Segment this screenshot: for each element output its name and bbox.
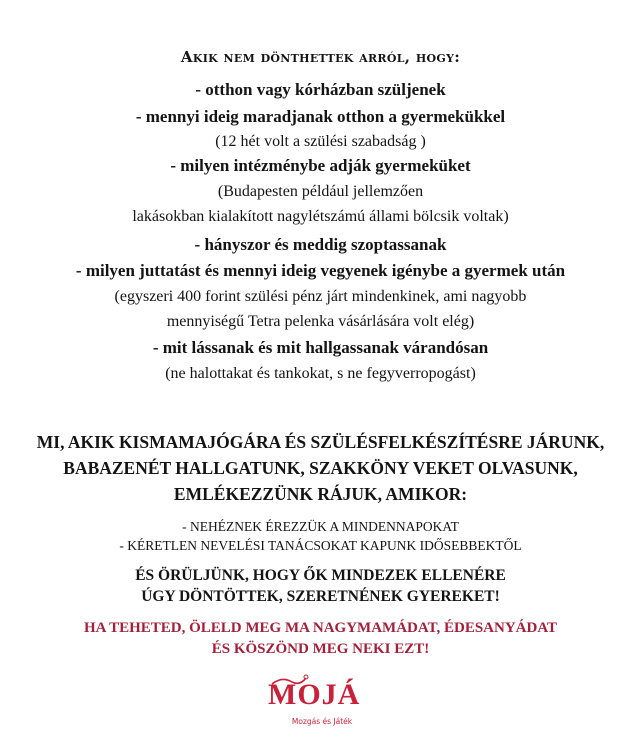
section2-item: - KÉRETLEN NEVELÉSI TANÁCSOKAT KAPUNK IDŐSEBBEKTŐL <box>119 538 522 553</box>
list-item-note: lakásokban kialakított nagylétszámú állami bölcsik voltak) <box>132 208 509 225</box>
list-item-note: (egyszeri 400 forint szülési pénz járt mindenkinek, ami nagyobb <box>114 288 527 305</box>
closing-line: ÚGY DÖNTÖTTEK, SZERETNÉNEK GYEREKET! <box>141 588 500 605</box>
logo-wordmark: MOJÁ <box>268 678 361 711</box>
section2-heading-line: EMLÉKEZZÜNK RÁJUK, AMIKOR: <box>173 484 468 504</box>
list-item: - mit lássanak és mit hallgassanak várandósan <box>152 338 489 357</box>
call-to-action-line: HA TEHETED, ÖLELD MEG MA NAGYMAMÁDAT, ÉDESANYÁDAT <box>83 620 558 636</box>
list-item: - otthon vagy kórházban szüljenek <box>195 80 446 99</box>
list-item: - milyen intézménybe adják gyermeküket <box>170 156 471 175</box>
list-item-note: (Budapesten például jellemzően <box>217 183 424 200</box>
section2-item: - NEHÉZNEK ÉREZZÜK A MINDENNAPOKAT <box>182 519 459 534</box>
section2-heading-line: BABAZENÉT HALLGATUNK, SZAKKÖNY VEKET OLVASUNK, <box>63 458 578 478</box>
call-to-action-line: ÉS KÖSZÖND MEG NEKI EZT! <box>211 641 430 657</box>
section2-heading-line: MI, AKIK KISMAMAJÓGÁRA ÉS SZÜLÉSFELKÉSZÍTÉSRE JÁRUNK, <box>36 432 605 452</box>
logo-tagline: Mozgás és Játék <box>291 717 353 726</box>
moja-logo <box>262 676 382 732</box>
list-item: - mennyi ideig maradjanak otthon a gyermekükkel <box>135 107 506 126</box>
list-item-note: (12 hét volt a szülési szabadság ) <box>215 133 426 150</box>
list-item-note: mennyiségű Tetra pelenka vásárlására volt elég) <box>166 313 475 330</box>
closing-line: ÉS ÖRÜLJÜNK, HOGY ŐK MINDEZEK ELLENÉRE <box>135 567 506 584</box>
section1-title: Akik nem dönthettek arról, hogy: <box>180 48 461 66</box>
list-item-note: (ne halottakat és tankokat, s ne fegyverropogást) <box>165 365 476 382</box>
list-item: - hányszor és meddig szoptassanak <box>194 235 447 254</box>
list-item: - milyen juttatást és mennyi ideig vegyenek igénybe a gyermek után <box>75 261 566 280</box>
